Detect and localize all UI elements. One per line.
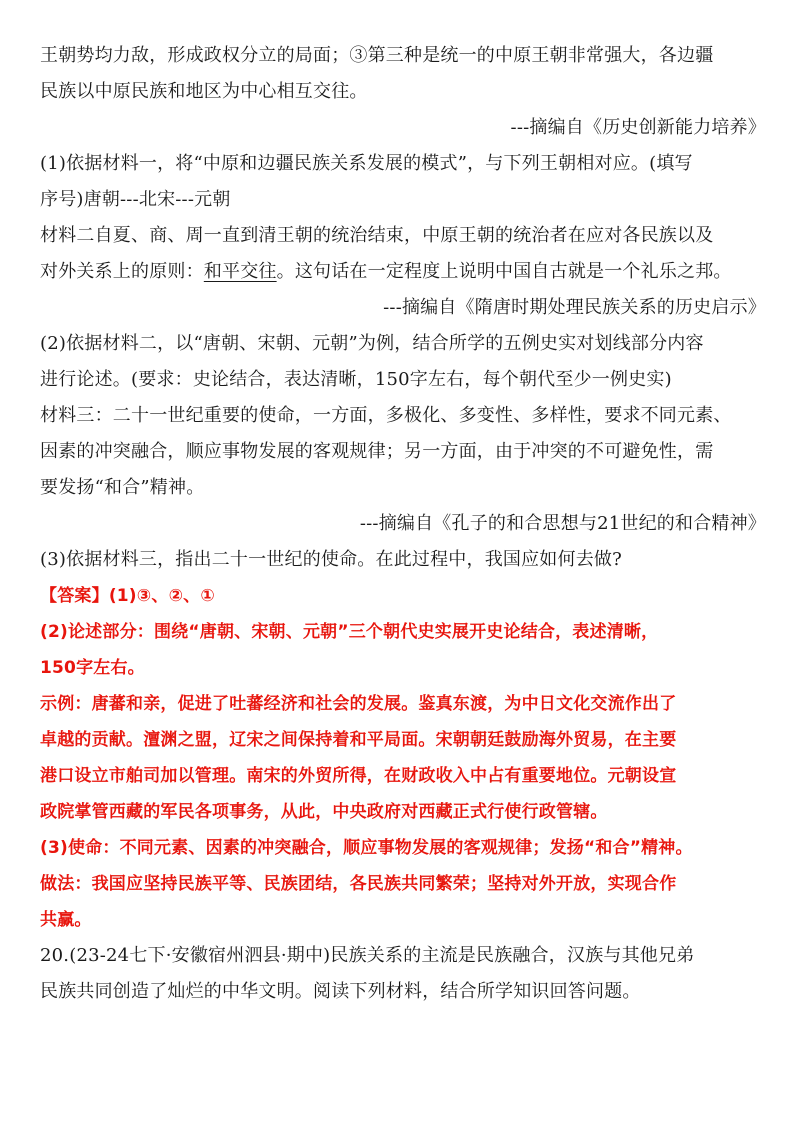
answer3-line2: 做法：我国应坚持民族平等、民族团结，各民族共同繁荣；坚持对外开放，实现合作 xyxy=(40,874,677,894)
question2-line1: (2)依据材料二，以“唐朝、宋朝、元朝”为例，结合所学的五例史实对划线部分内容 xyxy=(40,333,704,354)
answer2-line1: (2)论述部分：围绕“唐朝、宋朝、元朝”三个朝代史实展开史论结合，表述清晰， xyxy=(40,622,659,642)
material1-source: ---摘编自《历史创新能力培养》 xyxy=(510,117,766,138)
answer2-line2: 150字左右。 xyxy=(40,658,145,678)
material2-line2-post: 。这句话在一定程度上说明中国自古就是一个礼乐之邦。 xyxy=(276,261,732,282)
material2-line1: 材料二自夏、商、周一直到清王朝的统治结束，中原王朝的统治者在应对各民族以及 xyxy=(40,225,714,246)
example-line2: 卓越的贡献。澶渊之盟，辽宋之间保持着和平局面。宋朝朝廷鼓励海外贸易，在主要 xyxy=(40,730,677,750)
document-page xyxy=(40,38,766,1010)
material3-line1: 材料三：二十一世纪重要的使命，一方面，多极化、多变性、多样性，要求不同元素、 xyxy=(40,405,732,426)
underlined-phrase: 和平交往 xyxy=(203,261,277,282)
question20-line1: 20.(23-24七下·安徽宿州泗县·期中)民族关系的主流是民族融合，汉族与其他兄弟 xyxy=(40,945,695,966)
example-line1: 示例：唐蕃和亲，促进了吐蕃经济和社会的发展。鉴真东渡，为中日文化交流作出了 xyxy=(40,694,677,714)
material2-source: ---摘编自《隋唐时期处理民族关系的历史启示》 xyxy=(383,297,766,318)
question3-line1: (3)依据材料三，指出二十一世纪的使命。在此过程中，我国应如何去做? xyxy=(40,549,622,570)
example-line4: 政院掌管西藏的军民各项事务，从此，中央政府对西藏正式行使行政管辖。 xyxy=(40,802,608,822)
example-line3: 港口设立市舶司加以管理。南宋的外贸所得，在财政收入中占有重要地位。元朝设宣 xyxy=(40,766,677,786)
material3-source: ---摘编自《孔子的和合思想与21世纪的和合精神》 xyxy=(359,513,766,534)
material3-line3: 要发扬“和合”精神。 xyxy=(40,477,205,498)
answer-line1 xyxy=(40,578,766,614)
material1-line1: 王朝势均力敌，形成政权分立的局面；③第三种是统一的中原王朝非常强大，各边疆 xyxy=(40,45,714,66)
answer3-line3: 共赢。 xyxy=(40,910,92,930)
answer3-line1: (3)使命：不同元素、因素的冲突融合，顺应事物发展的客观规律；发扬“和合”精神。 xyxy=(40,838,693,858)
material2-line2 xyxy=(40,254,766,290)
answer-1: (1)③、②、① xyxy=(108,586,215,606)
material1-line2: 民族以中原民族和地区为中心相互交往。 xyxy=(40,81,368,102)
question20-line2: 民族共同创造了灿烂的中华文明。阅读下列材料，结合所学知识回答问题。 xyxy=(40,981,641,1002)
question1-line1: (1)依据材料一，将“中原和边疆民族关系发展的模式”，与下列王朝相对应。(填写 xyxy=(40,153,693,174)
material3-line2: 因素的冲突融合，顺应事物发展的客观规律；另一方面，由于冲突的不可避免性，需 xyxy=(40,441,714,462)
question1-line2: 序号)唐朝---北宋---元朝 xyxy=(40,189,231,210)
answer-label: 【答案】 xyxy=(40,586,109,606)
material2-line2-pre: 对外关系上的原则： xyxy=(40,261,204,282)
question2-line2: 进行论述。(要求：史论结合，表达清晰，150字左右，每个朝代至少一例史实) xyxy=(40,369,672,390)
